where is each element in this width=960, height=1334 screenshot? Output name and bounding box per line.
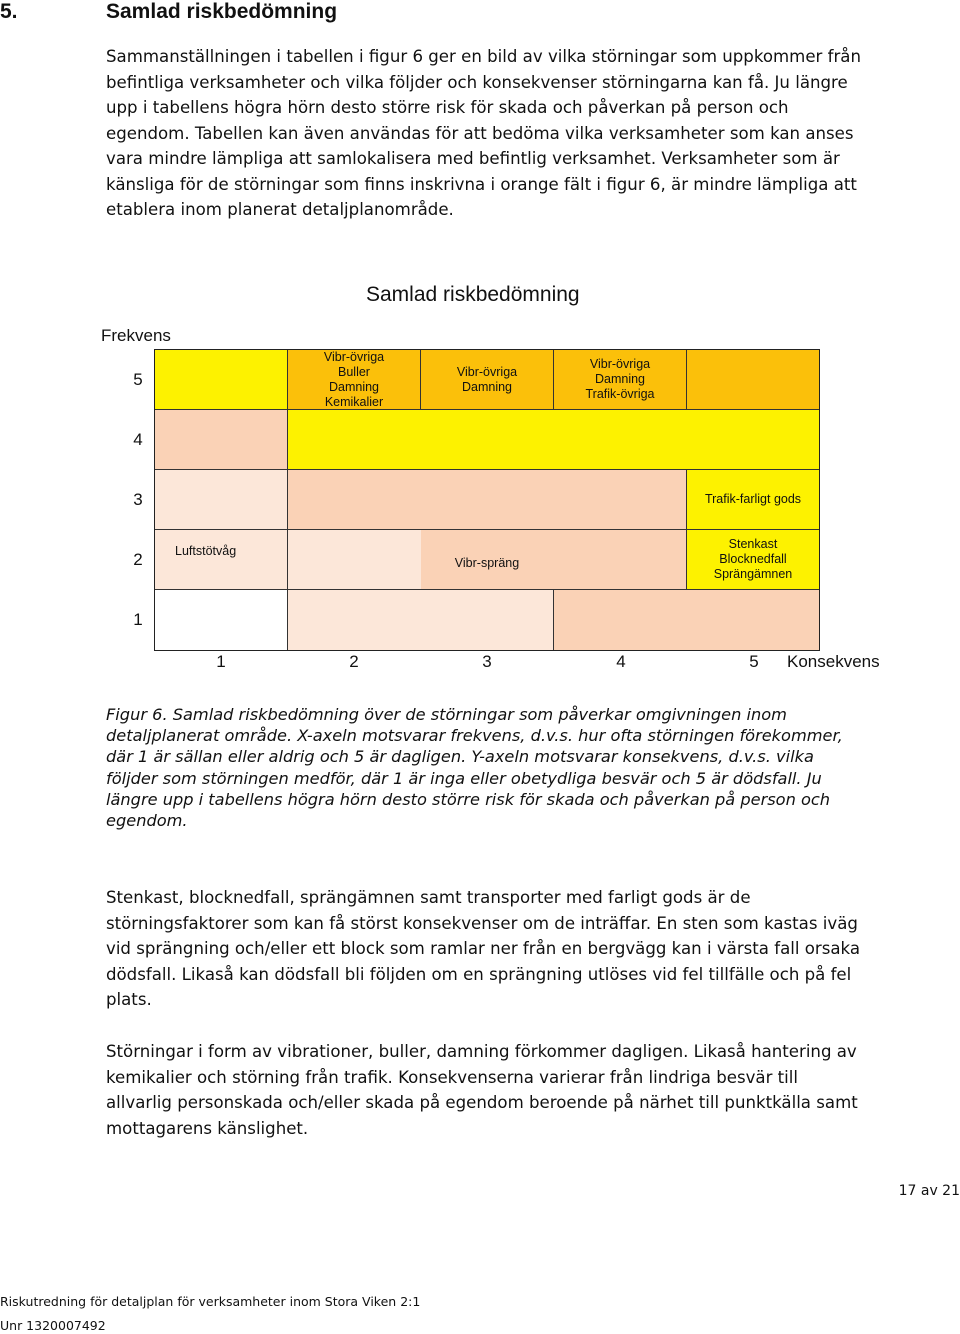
cell-text: Vibr-övriga xyxy=(456,364,518,379)
cell-f5-k1 xyxy=(155,350,288,410)
cell-text: Buller xyxy=(338,364,370,379)
x-tick-1: 1 xyxy=(216,652,226,671)
x-tick-5: 5 xyxy=(749,652,759,671)
cell-text: Damning xyxy=(328,379,380,394)
chart-title: Samlad riskbedömning xyxy=(366,283,580,306)
cell-f4-k1 xyxy=(155,410,288,470)
y-axis-label: Frekvens xyxy=(101,326,171,345)
y-tick-5: 5 xyxy=(133,370,143,389)
cell-text: Damning xyxy=(594,372,646,386)
y-tick-2: 2 xyxy=(133,550,143,569)
figure-caption: Figur 6. Samlad riskbedömning över de störningar som påverkar omgivningen inom detaljplanerat område. X-axeln motsvarar frekvens, d.v.s. hur ofta störningen förekommer, där 1 är sällan eller aldrig och 5 är dagligen. Y-axeln motsvarar konsekvens, d.v.s. vilka följder som störningen medför, där 1 är inga eller obetydliga besvär och 5 är dödsfall. Ju längre upp i tabellens högra hörn desto större risk för skada och påverkan på person och egendom. xyxy=(106,705,843,831)
cell-text: Sprängämnen xyxy=(713,567,793,581)
cell-f2-k3-k4 xyxy=(421,530,687,590)
cell-f1-k4-k5 xyxy=(554,590,819,650)
cell-f5-k5 xyxy=(687,350,819,410)
footer-reference-number: Unr 1320007492 xyxy=(0,1318,106,1333)
x-tick-3: 3 xyxy=(482,652,492,671)
risk-matrix-grid xyxy=(154,349,820,651)
cell-f5-k3 xyxy=(421,350,554,410)
body-paragraph-3: Störningar i form av vibrationer, buller, damning förkommer dagligen. Likaså hantering av kemikalier och störning från trafik. Konsekvenserna varierar från lindriga besvär till allvarlig personskada och/eller skada på egendom beroende på närhet till punktkälla samt mottagarens känslighet. xyxy=(106,1042,858,1138)
x-tick-4: 4 xyxy=(616,652,626,671)
cell-f2-k5 xyxy=(687,530,819,590)
cell-f2-k2 xyxy=(288,530,421,590)
page-number: 17 av 21 xyxy=(898,1183,960,1199)
footer-document-title: Riskutredning för detaljplan för verksamheter inom Stora Viken 2:1 xyxy=(0,1294,421,1309)
section-number: 5. xyxy=(0,0,18,23)
x-tick-2: 2 xyxy=(349,652,359,671)
cell-text: Stenkast xyxy=(728,537,778,551)
cell-f3-k5 xyxy=(687,470,819,530)
cell-f4-k2-k5 xyxy=(288,410,819,470)
y-tick-3: 3 xyxy=(133,490,143,509)
cell-f5-k4 xyxy=(554,350,687,410)
cell-text: Trafik-farligt gods xyxy=(704,492,802,506)
cell-f2-k1-label xyxy=(175,530,295,590)
cell-text: Luftstötvåg xyxy=(175,544,237,558)
cell-f1-k2-k3 xyxy=(288,590,554,650)
cell-text: Vibr-övriga xyxy=(323,349,385,364)
body-paragraph-2: Stenkast, blocknedfall, sprängämnen samt transporter med farligt gods är de störningsfaktorer som kan få störst konsekvenser om de inträffar. En sten som kastas iväg vid sprängning och/eller ett block som ramlar ner från en bergvägg kan i värsta fall orsaka dödsfall. Likaså kan dödsfall bli följden om en sprängning utlöses vid fel tillfälle och på fel plats. xyxy=(106,888,861,1009)
y-tick-4: 4 xyxy=(133,430,143,449)
x-axis-label: Konsekvens xyxy=(787,652,880,671)
cell-f1-k1 xyxy=(155,590,288,650)
cell-text: Vibr-övriga xyxy=(589,357,651,371)
cell-text: Kemikalier xyxy=(324,394,384,409)
cell-text: Damning xyxy=(461,379,513,394)
cell-text: Vibr-spräng xyxy=(454,556,520,570)
cell-text: Trafik-övriga xyxy=(585,387,655,401)
section-title: Samlad riskbedömning xyxy=(106,0,338,23)
intro-paragraph: Sammanställningen i tabellen i figur 6 ger en bild av vilka störningar som uppkommer från befintliga verksamheter och vilka följder och konsekvenser störningarna kan få. Ju längre upp i tabellens högra hörn desto större risk för skada och påverkan på person och egendom. Tabellen kan även användas för att bedöma vilka verksamheter som kan anses vara mindre lämpliga att samlokalisera med befintlig verksamhet. Verksamheter som är känsliga för de störningar som finns inskrivna i orange fält i figur 6, är mindre lämpliga att etablera inom planerat detaljplanområde. xyxy=(106,47,861,219)
y-tick-1: 1 xyxy=(133,610,143,629)
cell-text: Blocknedfall xyxy=(719,552,787,566)
section-heading xyxy=(0,0,337,24)
cell-f5-k2 xyxy=(288,350,421,410)
cell-f3-k2-k4 xyxy=(288,470,687,530)
cell-f3-k1 xyxy=(155,470,288,530)
